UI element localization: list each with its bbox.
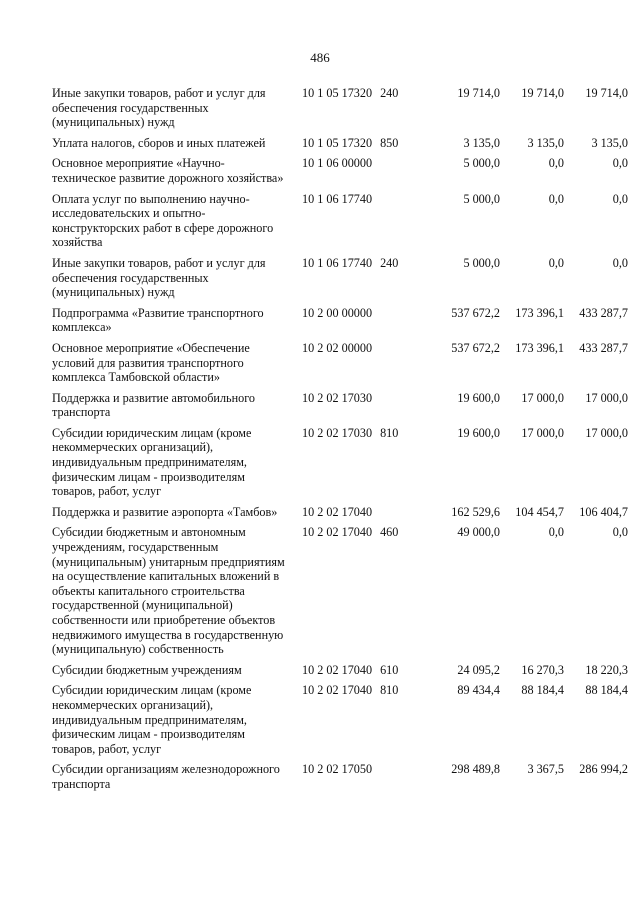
expense-type-code: 810 [380,683,399,698]
value-year-2: 0,0 [548,525,564,540]
value-year-2: 173 396,1 [515,305,564,320]
row-code [294,762,428,797]
row-name: Основное мероприятие «Научно-техническое развитие дорожного хозяйства» [52,156,284,185]
value-year-1: 5 000,0 [463,255,500,270]
row-name: Уплата налогов, сборов и иных платежей [52,135,266,150]
row-name: Подпрограмма «Развитие транспортного комплекса» [52,305,264,335]
value-year-1: 19 600,0 [457,425,500,440]
target-article-code: 10 2 00 00000 [302,305,373,320]
table-row [52,663,628,684]
target-article-code: 10 1 05 17320 [302,86,373,100]
page-number: 486 [310,50,330,65]
value-year-1: 19 600,0 [457,390,500,405]
value-year-3: 88 184,4 [585,683,628,698]
value-year-3: 433 287,7 [579,340,628,355]
value-year-1: 24 095,2 [457,662,500,677]
target-article-code: 10 1 05 17320 [302,135,373,150]
value-year-2: 17 000,0 [521,390,564,405]
table-row [52,762,628,797]
target-article-code: 10 2 02 17030 [302,425,373,440]
table-row [52,136,628,157]
row-code [294,306,428,341]
value-year-1: 19 714,0 [457,86,500,100]
row-name: Субсидии организациям железнодорожного транспорта [52,762,280,791]
table-row [52,156,628,191]
target-article-code: 10 2 02 00000 [302,340,373,355]
target-article-code: 10 1 06 17740 [302,191,373,206]
row-name: Поддержка и развитие автомобильного транспорта [52,390,255,420]
value-year-3: 17 000,0 [585,425,628,440]
target-article-code: 10 2 02 17040 [302,525,373,540]
value-year-1: 298 489,8 [451,762,500,777]
row-code [294,391,428,426]
expense-type-code: 460 [380,525,399,540]
value-year-1: 537 672,2 [451,305,500,320]
table-row [52,256,628,306]
target-article-code: 10 1 06 17740 [302,255,373,270]
table-row [52,505,628,526]
target-article-code: 10 2 02 17050 [302,762,373,777]
value-year-3: 19 714,0 [585,86,628,100]
value-year-2: 0,0 [548,255,564,270]
value-year-1: 162 529,6 [451,504,500,519]
row-code [294,525,428,662]
value-year-3: 17 000,0 [585,390,628,405]
row-code [294,341,428,391]
row-name: Субсидии юридическим лицам (кроме некоммерческих организаций), индивидуальным предпринимателям, физическим лицам - производителям товаров, работ, услуг [52,683,252,756]
target-article-code: 10 2 02 17040 [302,683,373,698]
table-row [52,426,628,505]
budget-table [52,86,628,798]
value-year-1: 537 672,2 [451,340,500,355]
value-year-2: 3 367,5 [527,762,564,777]
row-code [294,256,428,306]
target-article-code: 10 2 02 17040 [302,504,373,519]
row-code [294,86,428,136]
value-year-3: 0,0 [612,525,628,540]
value-year-2: 88 184,4 [521,683,564,698]
value-year-3: 433 287,7 [579,305,628,320]
expense-type-code: 850 [380,135,399,150]
value-year-3: 3 135,0 [591,135,628,150]
value-year-2: 0,0 [548,191,564,206]
value-year-1: 5 000,0 [463,191,500,206]
value-year-2: 0,0 [548,156,564,171]
value-year-2: 3 135,0 [527,135,564,150]
value-year-1: 3 135,0 [463,135,500,150]
value-year-3: 0,0 [612,255,628,270]
table-body [52,86,628,798]
row-code [294,156,428,191]
expense-type-code: 810 [380,425,399,440]
table-row [52,86,628,136]
value-year-3: 286 994,2 [579,762,628,777]
row-name: Поддержка и развитие аэропорта «Тамбов» [52,504,278,519]
row-name: Иные закупки товаров, работ и услуг для обеспечения государственных (муниципальных) нужд [52,86,266,130]
value-year-2: 173 396,1 [515,340,564,355]
row-code [294,683,428,762]
target-article-code: 10 2 02 17030 [302,390,373,405]
row-code [294,663,428,684]
row-name: Субсидии бюджетным учреждениям [52,662,242,677]
row-code [294,192,428,256]
row-name: Оплата услуг по выполнению научно-исследовательских и опытно-конструкторских работ в сфере дорожного хозяйства [52,191,274,250]
row-name: Субсидии юридическим лицам (кроме некоммерческих организаций), индивидуальным предпринимателям, физическим лицам - производителям товаров, работ, услуг [52,425,252,499]
row-code [294,426,428,505]
value-year-3: 18 220,3 [585,662,628,677]
row-code [294,136,428,157]
table-row [52,341,628,391]
value-year-3: 0,0 [612,156,628,171]
table-row [52,525,628,662]
row-code [294,505,428,526]
value-year-1: 89 434,4 [457,683,500,698]
target-article-code: 10 2 02 17040 [302,662,373,677]
value-year-2: 19 714,0 [521,86,564,100]
row-name: Основное мероприятие «Обеспечение условий для развития транспортного комплекса Тамбовской области» [52,340,250,385]
value-year-3: 106 404,7 [579,504,628,519]
target-article-code: 10 1 06 00000 [302,156,373,171]
value-year-1: 49 000,0 [457,525,500,540]
row-name: Субсидии бюджетным и автономным учреждениям, государственным (муниципальным) унитарным предприятиям на осуществление капитальных вложений в объекты капитального строительства государственной (муниципальной) собственности или приобретение объектов недвижимого имущества в государственную (муниципальную) собственность [52,525,285,657]
expense-type-code: 240 [380,86,399,100]
table-row [52,306,628,341]
value-year-3: 0,0 [612,191,628,206]
table-row [52,192,628,256]
row-name: Иные закупки товаров, работ и услуг для обеспечения государственных (муниципальных) нужд [52,255,266,300]
table-row [52,683,628,762]
expense-type-code: 610 [380,662,399,677]
value-year-2: 17 000,0 [521,425,564,440]
value-year-2: 16 270,3 [521,662,564,677]
value-year-2: 104 454,7 [515,504,564,519]
value-year-1: 5 000,0 [463,156,500,171]
table-row [52,391,628,426]
expense-type-code: 240 [380,255,399,270]
